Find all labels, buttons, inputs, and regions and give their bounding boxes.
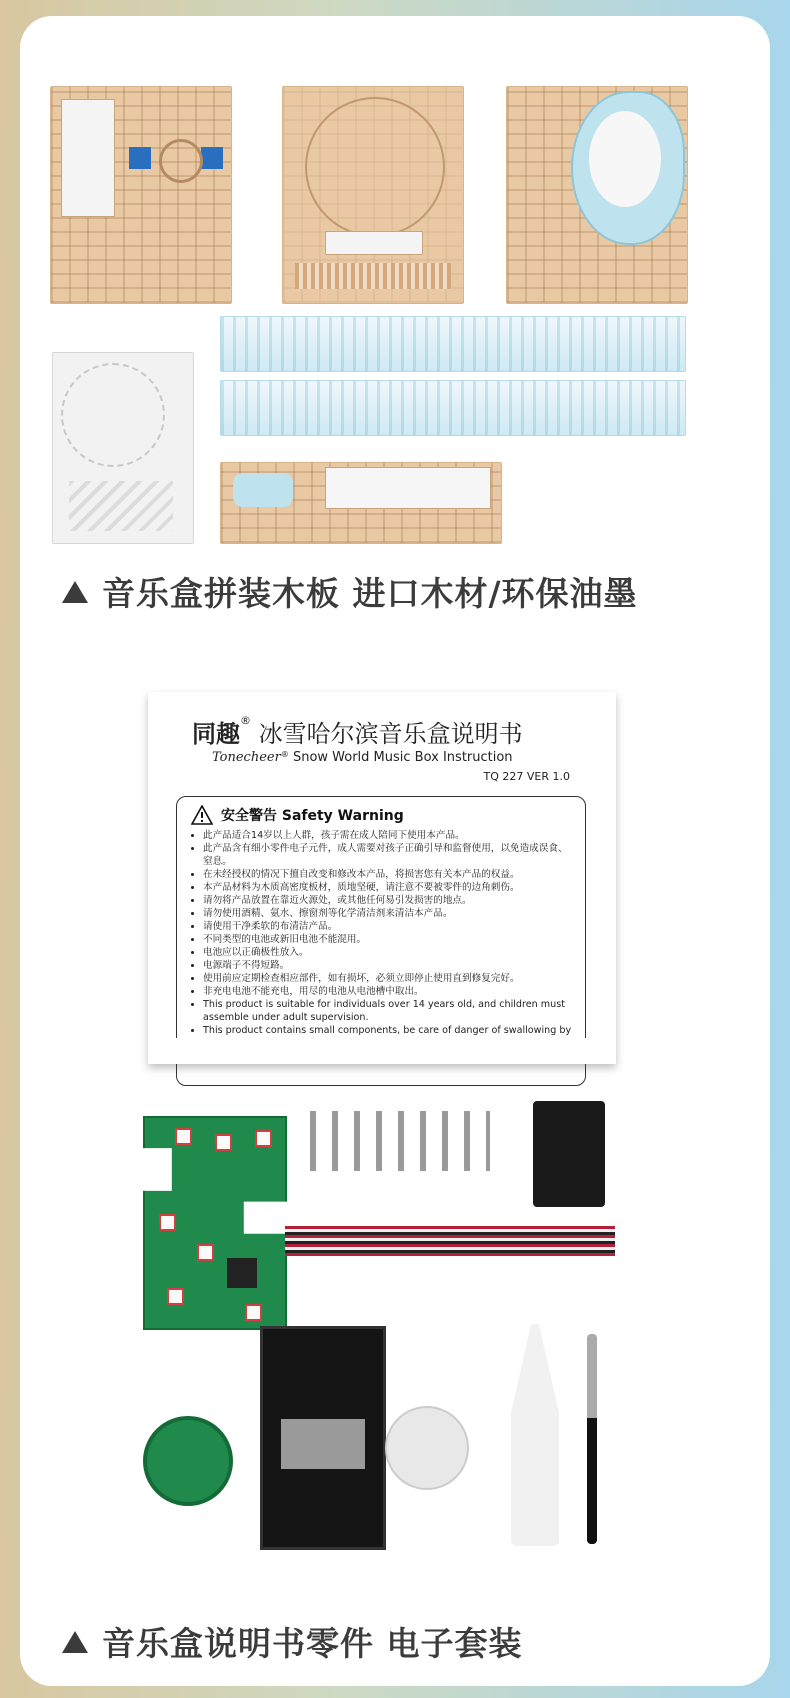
- warning-item: • 电池应以正确极性放入。: [203, 946, 575, 959]
- warning-item: • 此产品适合14岁以上人群，孩子需在成人陪同下使用本产品。: [203, 829, 575, 842]
- manual-subtitle-text: Snow World Music Box Instruction: [292, 750, 513, 765]
- boards-caption: 音乐盒拼装木板 进口木材/环保油墨: [62, 568, 638, 615]
- manual-title: 同趣® 冰雪哈尔滨音乐盒说明书: [192, 714, 523, 748]
- electronic-kit: [135, 1076, 695, 1616]
- manual-title-text: 冰雪哈尔滨音乐盒说明书: [258, 720, 523, 748]
- wires: [285, 1226, 615, 1256]
- warning-item: • 在未经授权的情况下擅自改变和修改本产品，将损害您有关本产品的权益。: [203, 868, 575, 881]
- brand-name: Tonecheer: [212, 750, 281, 765]
- kit-caption: 音乐盒说明书零件 电子套装: [62, 1618, 523, 1665]
- manual-fade: [148, 1038, 616, 1064]
- warning-item: • 非充电电池不能充电，用尽的电池从电池槽中取出。: [203, 985, 575, 998]
- warning-item: • 不同类型的电池或新旧电池不能混用。: [203, 933, 575, 946]
- safety-warning-heading: 安全警告 Safety Warning: [191, 805, 575, 825]
- screwdriver: [587, 1334, 597, 1544]
- instruction-manual: [148, 692, 616, 1064]
- glue-bottle: [511, 1324, 559, 1546]
- warning-item: • 此产品含有细小零件电子元件，成人需要对孩子正确引导和监督使用，以免造成误食、窒息。: [203, 842, 575, 868]
- triangle-icon: [62, 581, 88, 603]
- warning-item: • 请使用干净柔软的布清洁产品。: [203, 920, 575, 933]
- ice-board-2: [220, 380, 686, 436]
- manual-version: TQ 227 VER 1.0: [483, 770, 570, 783]
- manual-subtitle: Tonecheer® Snow World Music Box Instruction: [212, 750, 513, 765]
- wood-board-1: [50, 86, 232, 304]
- screws: [310, 1111, 490, 1171]
- speaker: [143, 1416, 233, 1506]
- wood-board-4: [220, 462, 502, 544]
- ice-board-1: [220, 316, 686, 372]
- warning-item: • 使用前应定期检查相应部件，如有损坏，必须立即停止使用直到修复完好。: [203, 972, 575, 985]
- warning-item: • 电源端子不得短路。: [203, 959, 575, 972]
- product-card: [20, 16, 770, 1686]
- warning-item: • This product is suitable for individuals over 14 years old, and children must assemble under adult supervision.: [203, 998, 575, 1024]
- wood-board-2: [282, 86, 464, 304]
- warning-item: • This product contains small components, be care of danger of swallowing by: [203, 1024, 575, 1050]
- warning-item: • 请勿使用酒精、氨水、擦窗剂等化学清洁剂来清洁本产品。: [203, 907, 575, 920]
- circuit-board: [143, 1116, 287, 1330]
- warning-item: • 请勿将产品放置在靠近火源处，或其他任何易引发损害的地点。: [203, 894, 575, 907]
- battery-box: [260, 1326, 386, 1550]
- wood-board-3: [506, 86, 688, 304]
- motor: [385, 1406, 469, 1490]
- warning-icon: [191, 805, 213, 825]
- rubber-feet: [533, 1101, 605, 1207]
- warning-list: [191, 829, 575, 1050]
- triangle-icon: [62, 1631, 88, 1653]
- brand-logo: 同趣: [192, 719, 240, 748]
- white-board: [52, 352, 194, 544]
- warning-item: • 本产品材料为木质高密度板材，质地坚硬，请注意不要被零件的边角刺伤。: [203, 881, 575, 894]
